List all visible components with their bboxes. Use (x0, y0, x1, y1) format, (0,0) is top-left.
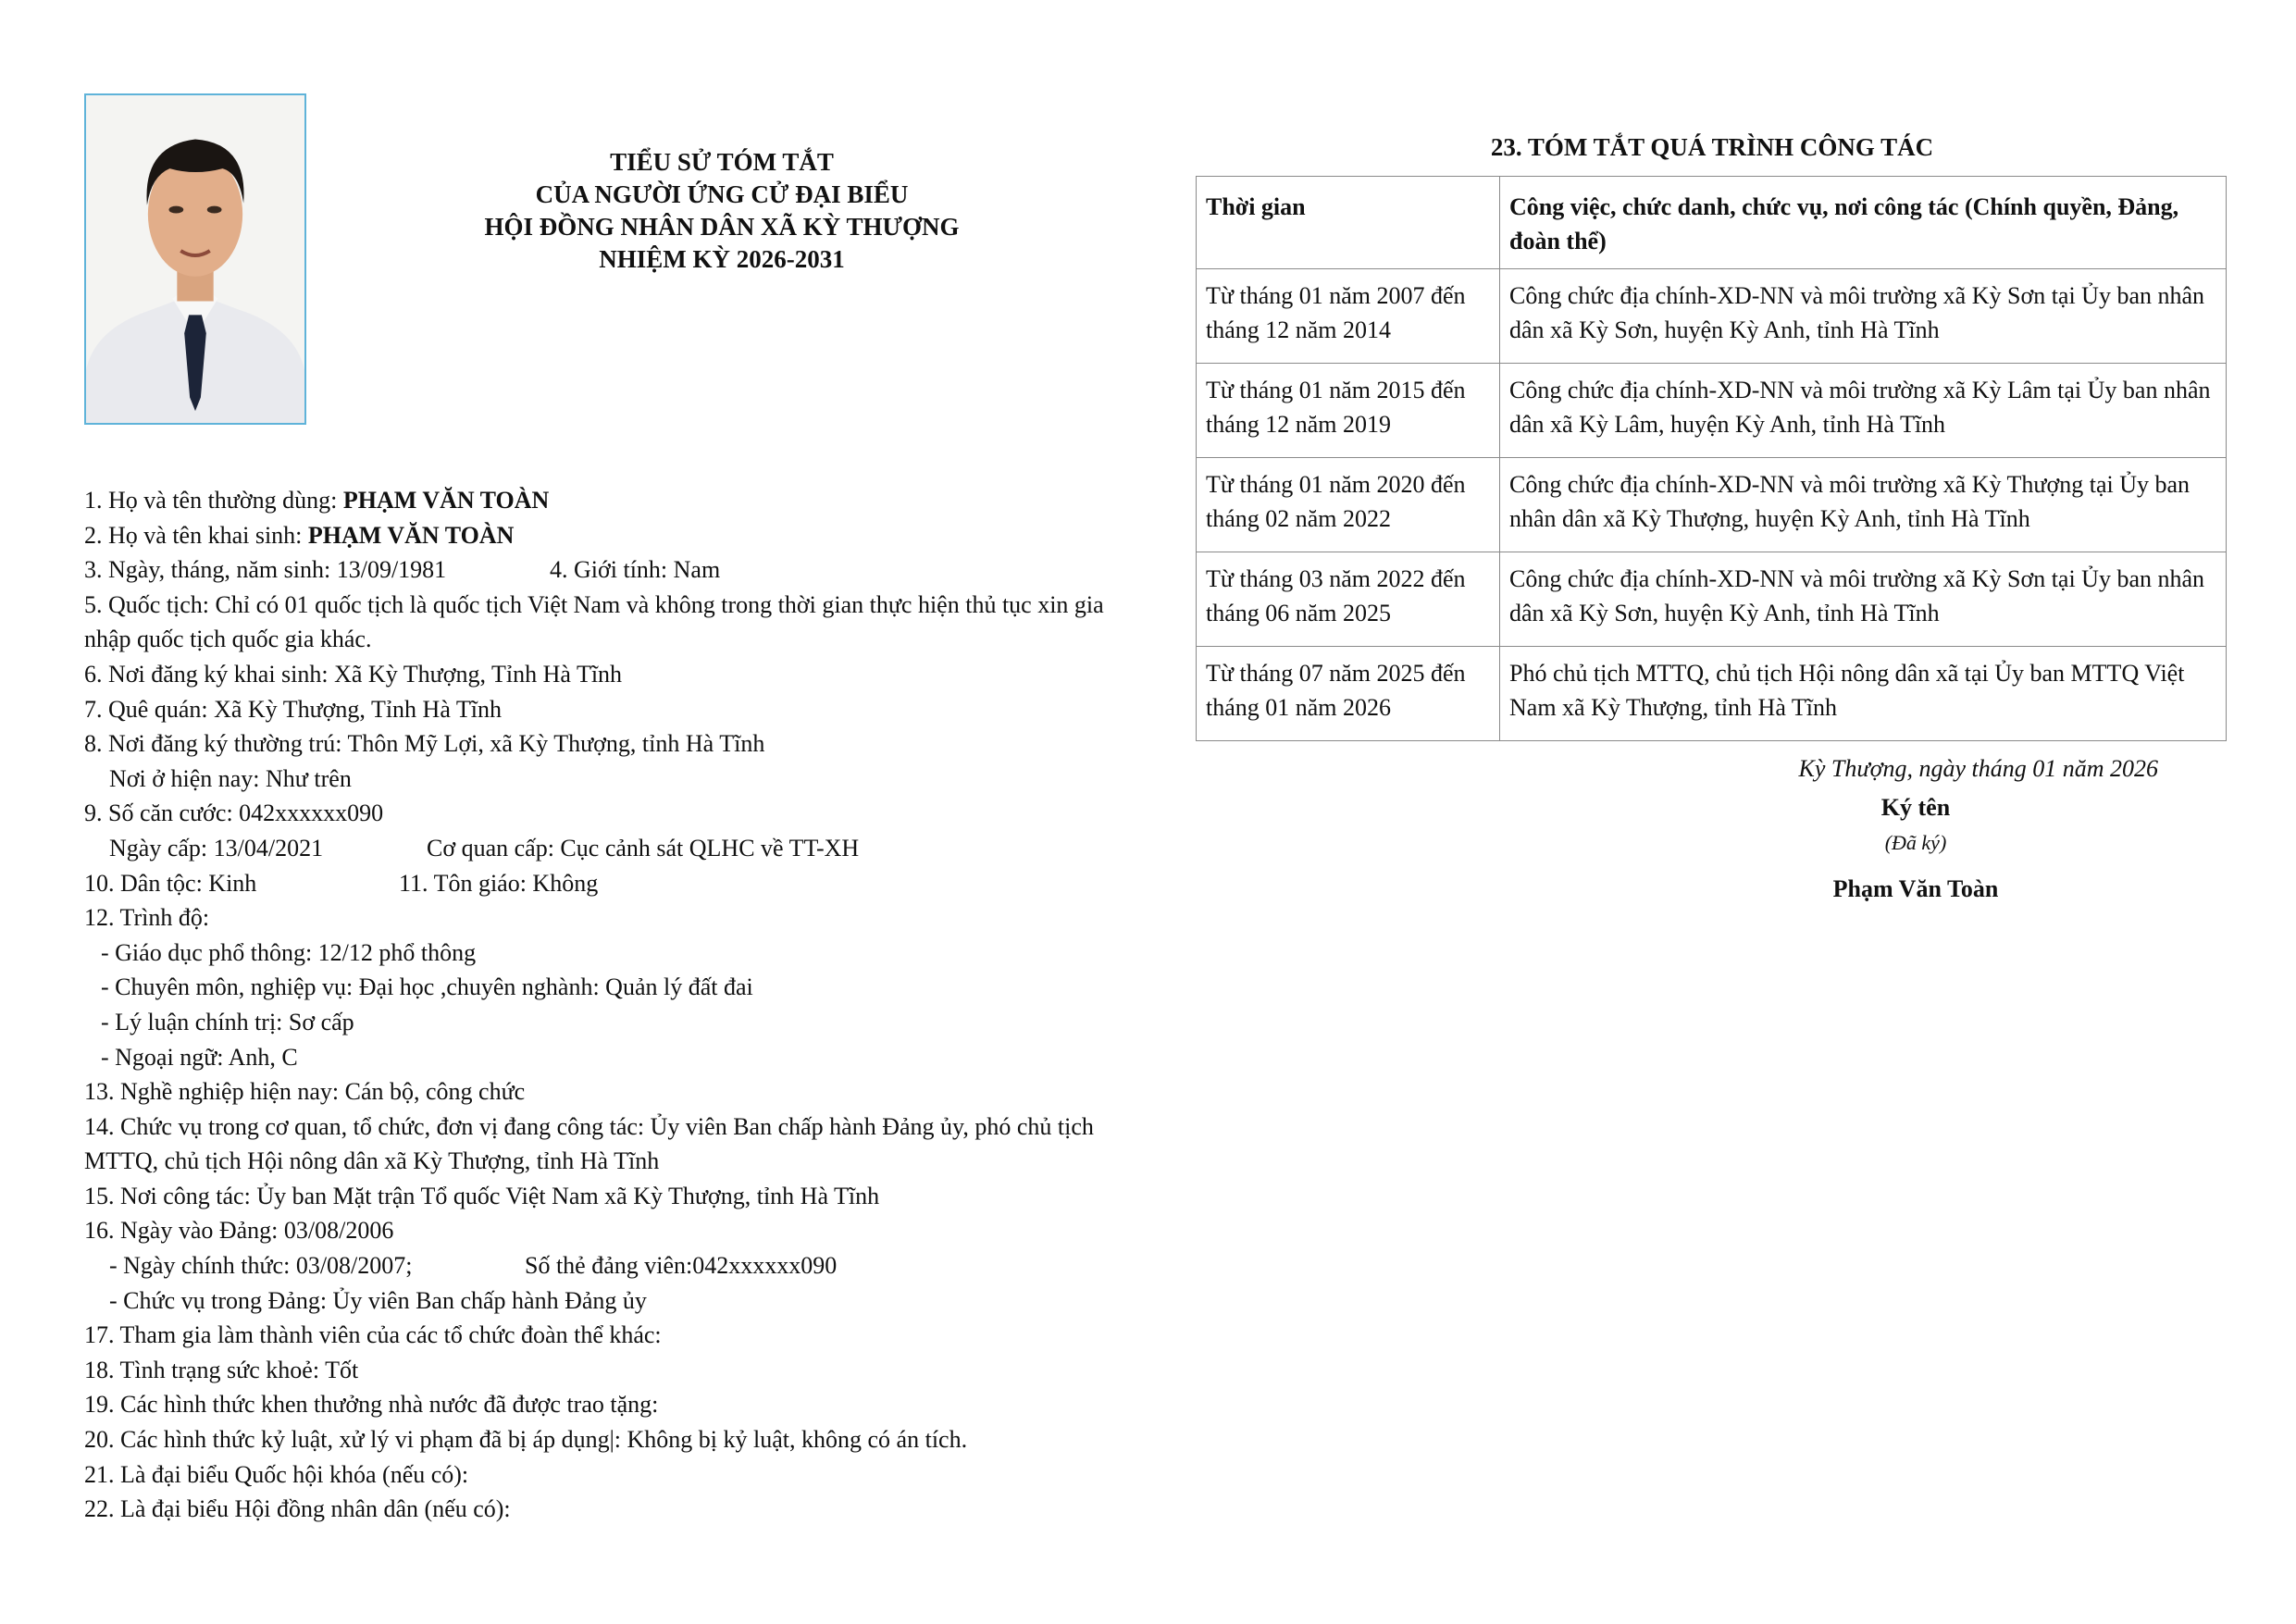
table-row (1197, 552, 2227, 647)
table-row (1197, 458, 2227, 552)
bio-label: 2. Họ và tên khai sinh: (84, 521, 308, 549)
bio-peoples-council: 22. Là đại biểu Hội đồng nhân dân (nếu có): (84, 1495, 511, 1523)
header-time: Thời gian (1197, 177, 1500, 269)
row-duties: Công chức địa chính-XD-NN và môi trường xã Kỳ Thượng tại Ủy ban nhân dân xã Kỳ Thượng, huyện Kỳ Anh, tỉnh Hà Tĩnh (1500, 458, 2227, 552)
bio-party-official (84, 1248, 1139, 1283)
bio-occupation: 13. Nghề nghiệp hiện nay: Cán bộ, công chức (84, 1078, 526, 1106)
party-official-date: - Ngày chính thức: 03/08/2007; (109, 1252, 413, 1280)
biography-section (84, 483, 1139, 1527)
bio-party-position: - Chức vụ trong Đảng: Ủy viên Ban chấp hành Đảng ủy (109, 1286, 647, 1314)
row-period: Từ tháng 01 năm 2007 đến tháng 12 năm 2014 (1197, 269, 1500, 364)
table-header-row (1197, 177, 2227, 269)
bio-workplace: 15. Nơi công tác: Ủy ban Mặt trận Tổ quốc Việt Nam xã Kỳ Thượng, tỉnh Hà Tĩnh (84, 1182, 880, 1209)
bio-other-organizations: 17. Tham gia làm thành viên của các tổ chức đoàn thể khác: (84, 1321, 662, 1349)
title-line-1: TIỂU SỬ TÓM TẮT (610, 148, 834, 176)
bio-nationality: 5. Quốc tịch: Chỉ có 01 quốc tịch là quốc tịch Việt Nam và không trong thời gian thực hiện thủ tục xin gia nhập quốc tịch quốc gia khác. (84, 590, 1104, 653)
table-row (1197, 647, 2227, 741)
work-history-title: 23. TÓM TẮT QUÁ TRÌNH CÔNG TÁC (1490, 133, 1934, 161)
bio-education-heading: 12. Trình độ: (84, 904, 210, 932)
row-period: Từ tháng 01 năm 2015 đến tháng 12 năm 2019 (1197, 364, 1500, 458)
common-name-value: PHẠM VĂN TOÀN (342, 487, 550, 514)
header-duties: Công việc, chức danh, chức vụ, nơi công tác (Chính quyền, Đảng, đoàn thể) (1500, 177, 2227, 269)
bio-hometown: 7. Quê quán: Xã Kỳ Thượng, Tỉnh Hà Tĩnh (84, 695, 503, 723)
birthdate-text: 3. Ngày, tháng, năm sinh: 13/09/1981 (84, 556, 447, 584)
title-line-2: CỦA NGƯỜI ỨNG CỬ ĐẠI BIỂU (535, 180, 909, 208)
bio-discipline: 20. Các hình thức kỷ luật, xử lý vi phạm đã bị áp dụng|: Không bị kỷ luật, không có án tích. (84, 1426, 968, 1454)
signer-name: Phạm Văn Toàn (1832, 875, 1999, 902)
bio-permanent-residence: 8. Nơi đăng ký thường trú: Thôn Mỹ Lợi, xã Kỳ Thượng, tỉnh Hà Tĩnh (84, 730, 765, 758)
signature-date: Kỳ Thượng, ngày tháng 01 năm 2026 (1798, 755, 2158, 782)
bio-health: 18. Tình trạng sức khoẻ: Tốt (84, 1356, 359, 1383)
party-card-number: Số thẻ đảng viên:042xxxxxx090 (525, 1252, 838, 1280)
bio-political-theory: - Lý luận chính trị: Sơ cấp (101, 1008, 354, 1035)
gender-text: 4. Giới tính: Nam (550, 556, 721, 584)
row-duties: Công chức địa chính-XD-NN và môi trường xã Kỳ Sơn tại Ủy ban nhân dân xã Kỳ Sơn, huyện Kỳ Anh, tỉnh Hà Tĩnh (1500, 269, 2227, 364)
bio-party-join-date: 16. Ngày vào Đảng: 03/08/2006 (84, 1217, 394, 1245)
table-row (1197, 269, 2227, 364)
signature-label: Ký tên (1880, 794, 1951, 821)
signature-status: (Đã ký) (1884, 831, 1947, 854)
bio-label: 1. Họ và tên thường dùng: (84, 487, 343, 514)
bio-foreign-language: - Ngoại ngữ: Anh, C (101, 1043, 298, 1071)
bio-general-education: - Giáo dục phổ thông: 12/12 phổ thông (101, 938, 477, 966)
bio-profession: - Chuyên môn, nghiệp vụ: Đại học ,chuyên nghành: Quản lý đất đai (101, 973, 753, 1001)
row-period: Từ tháng 07 năm 2025 đến tháng 01 năm 2026 (1197, 647, 1500, 741)
row-period: Từ tháng 03 năm 2022 đến tháng 06 năm 2025 (1197, 552, 1500, 647)
portrait-photo (84, 93, 306, 425)
title-line-4: NHIỆM KỲ 2026-2031 (599, 245, 845, 273)
bio-birth-name (84, 518, 1139, 553)
table-row (1197, 364, 2227, 458)
ethnicity-text: 10. Dân tộc: Kinh (84, 869, 257, 897)
bio-current-residence: Nơi ở hiện nay: Như trên (109, 764, 352, 792)
row-duties: Phó chủ tịch MTTQ, chủ tịch Hội nông dân xã tại Ủy ban MTTQ Việt Nam xã Kỳ Thượng, tỉnh Hà Tĩnh (1500, 647, 2227, 741)
work-history-table (1196, 176, 2227, 741)
bio-position: 14. Chức vụ trong cơ quan, tổ chức, đơn vị đang công tác: Ủy viên Ban chấp hành Đảng ủy, phó chủ tịch MTTQ, chủ tịch Hội nông dân xã Kỳ Thượng, tỉnh Hà Tĩnh (84, 1112, 1094, 1175)
row-duties: Công chức địa chính-XD-NN và môi trường xã Kỳ Lâm tại Ủy ban nhân dân xã Kỳ Lâm, huyện Kỳ Anh, tỉnh Hà Tĩnh (1500, 364, 2227, 458)
document-title (352, 146, 1092, 276)
bio-ethnicity-religion (84, 866, 1139, 901)
bio-birthdate-gender (84, 552, 1139, 588)
bio-common-name (84, 483, 1139, 518)
bio-birth-registration: 6. Nơi đăng ký khai sinh: Xã Kỳ Thượng, Tỉnh Hà Tĩnh (84, 660, 623, 688)
religion-text: 11. Tôn giáo: Không (399, 869, 599, 897)
bio-id-issue (84, 831, 1139, 866)
bio-awards: 19. Các hình thức khen thưởng nhà nước đã được trao tặng: (84, 1391, 659, 1419)
title-line-3: HỘI ĐỒNG NHÂN DÂN XÃ KỲ THƯỢNG (484, 213, 960, 241)
row-period: Từ tháng 01 năm 2020 đến tháng 02 năm 2022 (1197, 458, 1500, 552)
birth-name-value: PHẠM VĂN TOÀN (307, 521, 515, 549)
id-issuer: Cơ quan cấp: Cục cảnh sát QLHC về TT-XH (427, 834, 860, 862)
id-issue-date: Ngày cấp: 13/04/2021 (109, 834, 324, 862)
signature-block (1666, 751, 2166, 907)
bio-national-assembly: 21. Là đại biểu Quốc hội khóa (nếu có): (84, 1460, 469, 1488)
bio-id-number: 9. Số căn cước: 042xxxxxx090 (84, 800, 384, 827)
row-duties: Công chức địa chính-XD-NN và môi trường xã Kỳ Sơn tại Ủy ban nhân dân xã Kỳ Sơn, huyện Kỳ Anh, tỉnh Hà Tĩnh (1500, 552, 2227, 647)
